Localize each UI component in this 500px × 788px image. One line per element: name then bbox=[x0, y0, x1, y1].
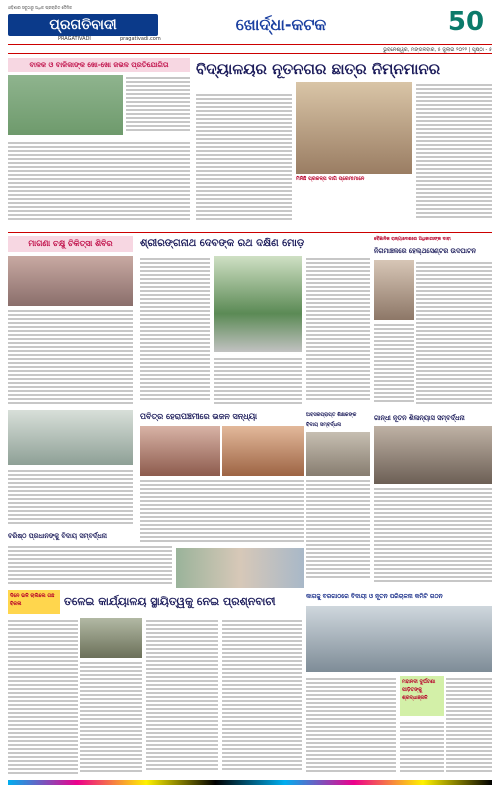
edition-title: ଖୋର୍ଦ୍ଧା-କଟକ bbox=[170, 14, 392, 36]
sports-banner[interactable]: ବାଳକ ଓ ବାଳିକାଙ୍କ ଖୋ-ଖୋ ଜଭଳ ପ୍ରତିଯୋଗିତା bbox=[8, 58, 190, 72]
sports-photo bbox=[8, 75, 123, 135]
health-center-headline[interactable]: ନିଗମାଞ୍ଚଳରେ ହେଲ୍ଥସେଣ୍ଟର ଉଦଘାଟନ bbox=[374, 247, 476, 255]
bottom-headline[interactable]: ତଳେଇ କାର୍ଯ୍ୟାଳୟ ସ୍ଥାୟିତ୍ୱକୁ ନେଇ ପ୍ରଶ୍ନବାଚୀ bbox=[64, 595, 276, 608]
devotional-headline[interactable]: ପବିତ୍ର ହେରାପଞ୍ଚମୀରେ ଭଜନ ସନ୍ଧ୍ୟା bbox=[140, 412, 258, 421]
main-subhead: ମିନିଛି ପ୍ରକଳ୍ପ ଦାଗି ପ୍ରେମୀମାନେ bbox=[296, 176, 365, 182]
health-center-text-2 bbox=[374, 322, 414, 410]
hospital-photo bbox=[8, 410, 133, 465]
dateline: ଭୁବନେଶ୍ୱର, ମଙ୍ଗଳବାର, ୫ ଜୁଲାଇ ୨୦୨୨ | ପୃଷ୍ଠା - ୫ bbox=[8, 44, 492, 54]
rath-right-text bbox=[306, 256, 370, 406]
sports-body bbox=[8, 140, 190, 228]
sports-article-text bbox=[126, 75, 190, 135]
rath-bottom-text bbox=[214, 356, 302, 406]
camp-banner[interactable]: ମାଗଣା ଚକ୍ଷୁ ଚିକିତ୍ସା ଶିବିର bbox=[8, 236, 133, 252]
camp-article-text bbox=[8, 308, 133, 408]
main-right-text bbox=[416, 82, 492, 232]
right-kicker: ବୈଜ୍ଞାନିକ ରାଜ୍ୟାଦେଶରେ ଅଧିକାରୀଙ୍କ ଦାବୀ bbox=[374, 237, 451, 242]
green-box-text bbox=[446, 676, 492, 778]
main-headline[interactable]: ବିଦ୍ୟାଳୟର ନୂତନଗର ଛାତ୍ର ନିମ୍ନମାନର bbox=[196, 60, 441, 78]
retire-text bbox=[306, 478, 370, 586]
gandhi-photo bbox=[374, 426, 492, 484]
event-photo-strip bbox=[176, 548, 304, 588]
bottom-col-4 bbox=[222, 618, 302, 778]
bottom-col-3 bbox=[146, 618, 218, 778]
head-teacher-text bbox=[8, 544, 172, 584]
group-photo bbox=[306, 606, 492, 672]
rath-left-text bbox=[140, 256, 210, 406]
print-color-bar bbox=[8, 780, 492, 785]
newspaper-logo[interactable]: ପ୍ରଗତିବାଦୀ bbox=[8, 14, 158, 36]
hospital-text bbox=[8, 468, 133, 528]
bottom-col-1 bbox=[8, 618, 78, 778]
gandhi-text bbox=[374, 486, 492, 586]
logo-subtitle: PRAGATIVADI bbox=[58, 36, 91, 42]
health-center-photo bbox=[374, 260, 414, 320]
devotional-photo-1 bbox=[140, 426, 220, 476]
camp-photo bbox=[8, 256, 133, 306]
anniversary-logo: 50 bbox=[447, 7, 485, 37]
head-teacher-headline[interactable]: ବରିଷ୍ଠ ପ୍ରଧାନଙ୍କୁ ବିଦାୟ ସମ୍ବର୍ଦ୍ଧନା bbox=[8, 532, 107, 540]
bottom-col-2 bbox=[80, 660, 142, 778]
gandhi-headline[interactable]: ଗାନ୍ଧୀ ନୂତନ ଶିଳାନ୍ୟାସ ସମ୍ବର୍ଦ୍ଧନା bbox=[374, 414, 465, 422]
main-article-text bbox=[196, 92, 292, 232]
ceremony-text bbox=[306, 676, 396, 778]
school-building-photo bbox=[296, 82, 412, 174]
retire-photo bbox=[306, 432, 370, 476]
devotional-photo-2 bbox=[222, 426, 304, 476]
section-rule bbox=[8, 232, 492, 233]
chariot-photo bbox=[214, 256, 302, 352]
retire-headline[interactable]: ଅବସରପ୍ରାପ୍ତ ଶିକ୍ଷକଙ୍କ ବିଦାୟ ସମ୍ବର୍ଦ୍ଧନା bbox=[306, 412, 357, 428]
ceremony-headline[interactable]: କାଗଜୁ ବରଗାଠରେ ବିଦାୟୀ ଓ ନୂତନ ପରିଚାଳନା କମିଟି ଗଠନ bbox=[306, 593, 443, 600]
green-box[interactable]: ମହାନଦୀ ଦୁର୍ଘଟଣା ପୀଡ଼ିତଙ୍କୁ ଶ୍ରଦ୍ଧାଞ୍ଜଳି bbox=[400, 676, 444, 716]
masthead-tagline: ଓଡ଼ିଶାର ସବୁଠାରୁ ଅଧିକ ପ୍ରଚାରିତ ଦୈନିକ bbox=[8, 5, 73, 10]
website-label[interactable]: pragativadi.com bbox=[120, 36, 161, 42]
green-box-text-2 bbox=[400, 720, 444, 778]
kitchen-photo bbox=[80, 618, 142, 658]
yellow-box[interactable]: ଦିନେ ଭଳି ଚାଲିଲେ ଗଛ ବିକଳା bbox=[8, 590, 60, 614]
rath-headline[interactable]: ଶ୍ରୀରଙ୍ଗନାଥ ଦେବଙ୍କ ରଥ ଦକ୍ଷିଣ ମୋଡ଼ bbox=[140, 238, 305, 249]
health-center-text bbox=[416, 260, 492, 410]
